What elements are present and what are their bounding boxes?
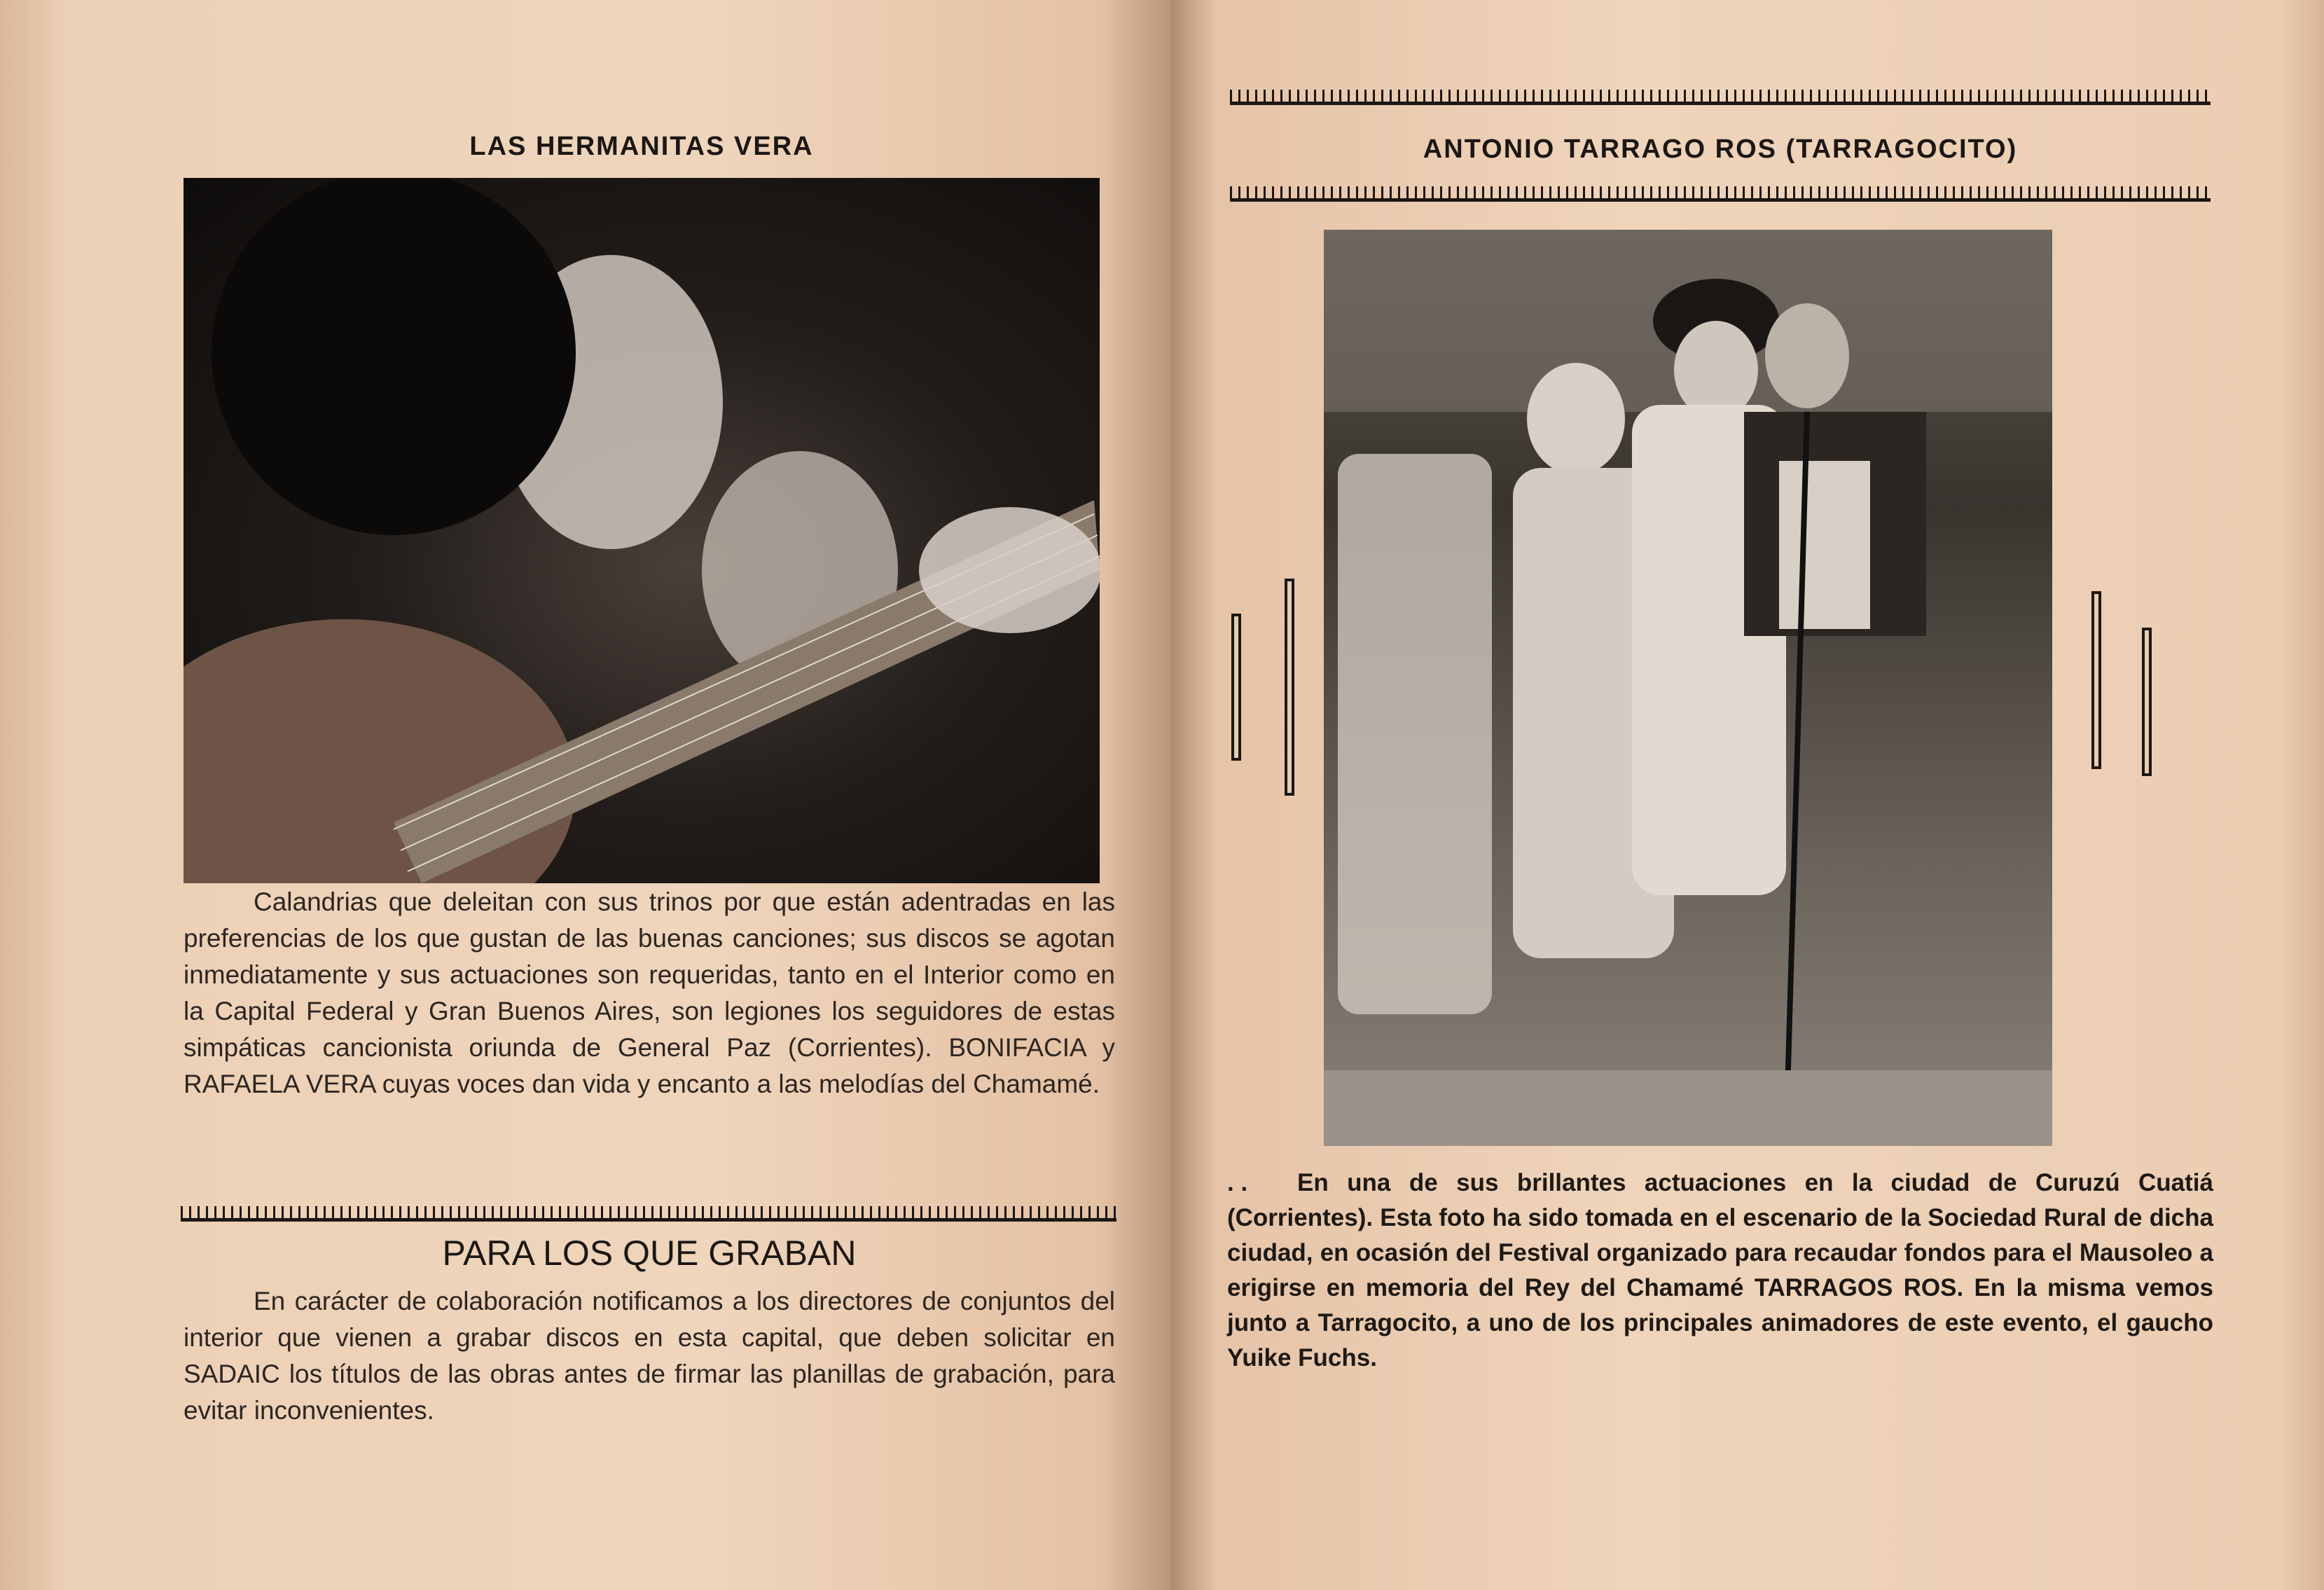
wavy-divider-bottom [1230, 186, 2211, 202]
section-title: PARA LOS QUE GRABAN [442, 1233, 857, 1273]
photo-illustration [1324, 230, 2052, 1146]
wavy-divider-top [1230, 90, 2211, 105]
decorative-bar [2142, 628, 2152, 776]
right-page [1171, 0, 2324, 1590]
decorative-bar [1231, 614, 1241, 761]
caption-text: En una de sus brillantes actuaciones en la ciudad de Curuzú Cuatiá (Corrientes). Esta foto ha sido tomada en el escenario de la Sociedad Rural de dicha ciudad, en ocasión del Festival organizado para recaudar fondos para el Mausoleo a erigirse en memoria del Rey del Chamamé TARRAGOS ROS. En la misma vemos junto a Tarragocito, a uno de los principales animadores de este evento, el gaucho Yuike Fuchs. [1227, 1169, 2213, 1371]
wavy-divider [181, 1206, 1116, 1222]
photo-tarragocito [1324, 230, 2052, 1146]
decorative-bar [2091, 591, 2101, 769]
photo-hermanitas-vera [184, 178, 1100, 883]
article-title: ANTONIO TARRAGO ROS (TARRAGOCITO) [1423, 134, 2018, 164]
caption-lead: . . [1227, 1169, 1248, 1196]
article-paragraph: Calandrias que deleitan con sus trinos por que están adentradas en las preferencias de los que gustan de las buenas canciones; sus discos se agotan inmediatamente y sus actuaciones son requeridas, tanto en el Interior como en la Capital Federal y Gran Buenos Aires, son legiones los seguidores de estas simpáticas cancionista oriunda de General Paz (Corrientes). BONIFACIA y RAFAELA VERA cuyas voces dan vida y encanto a las melodías del Chamamé. [184, 887, 1115, 1098]
photo-caption [1227, 1166, 2213, 1376]
article-title: LAS HERMANITAS VERA [469, 132, 814, 161]
section-paragraph: En carácter de colaboración notificamos a los directores de conjuntos del interior que vienen a grabar discos en esta capital, que deben solicitar en SADAIC los títulos de las obras antes de firmar las planillas de grabación, para evitar inconvenientes. [184, 1287, 1115, 1425]
photo-illustration [184, 178, 1100, 883]
decorative-bar [1285, 579, 1294, 796]
